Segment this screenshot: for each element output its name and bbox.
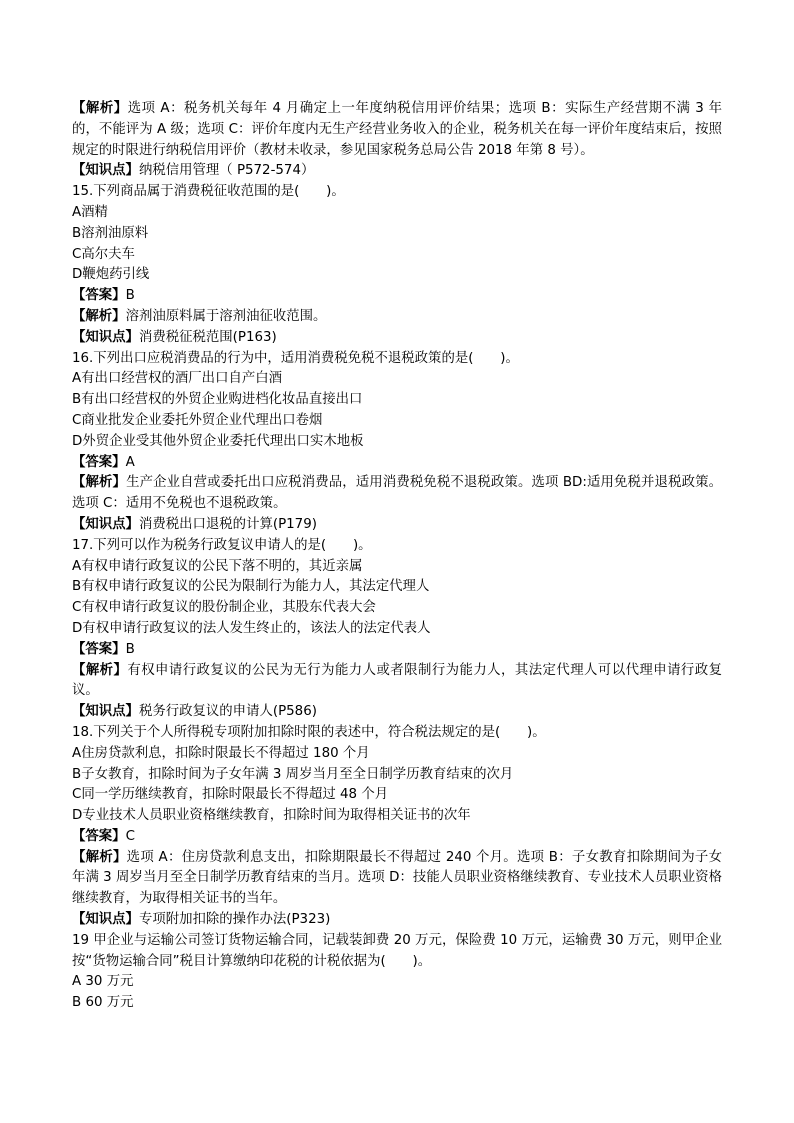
line-text: B 60 万元 [72,995,134,1011]
text-line [72,993,722,1014]
text-line [72,245,722,266]
line-text: 税务行政复议的申请人(P586) [138,704,317,720]
section-tag: 【解析】 [72,308,126,324]
section-tag: 【答案】 [72,454,126,470]
text-paragraph [72,848,722,910]
line-text: C商业批发企业委托外贸企业代理出口卷烟 [72,412,323,428]
text-line [72,411,722,432]
line-text: 17.下列可以作为税务行政复议申请人的是( )。 [72,537,372,553]
text-paragraph [72,931,722,973]
line-text: 溶剂油原料属于溶剂油征收范围。 [125,308,327,324]
text-line [72,224,722,245]
line-text: D有权申请行政复议的法人发生终止的，该法人的法定代表人 [72,620,431,636]
text-line [72,369,722,390]
section-tag: 【知识点】 [72,163,139,179]
section-tag: 【解析】 [72,662,128,678]
text-paragraph [72,661,722,703]
section-tag: 【知识点】 [72,516,139,532]
text-line [72,744,722,765]
text-line [72,432,722,453]
line-text: C高尔夫车 [72,246,135,262]
text-line [72,723,722,744]
text-line [72,203,722,224]
text-line [72,536,722,557]
text-line [72,702,722,723]
section-tag: 【知识点】 [72,912,139,928]
text-line [72,972,722,993]
line-text: A有出口经营权的酒厂出口自产白酒 [72,371,283,387]
text-line [72,577,722,598]
section-tag: 【解析】 [72,475,127,491]
text-line [72,598,722,619]
text-line [72,557,722,578]
line-text: D专业技术人员职业资格继续教育，扣除时间为取得相关证书的次年 [72,808,471,824]
line-text: B子女教育，扣除时间为子女年满 3 周岁当月至全日制学历教育结束的次月 [72,766,514,782]
text-paragraph [72,473,722,515]
section-tag: 【答案】 [72,828,126,844]
text-line [72,161,722,182]
text-line [72,390,722,411]
text-line [72,453,722,474]
line-text: C同一学历继续教育，扣除时限最长不得超过 48 个月 [72,787,389,803]
text-line [72,785,722,806]
line-text: A 30 万元 [72,974,134,990]
line-text: C有权申请行政复议的股份制企业，其股东代表大会 [72,600,376,616]
line-text: 选项 A：住房贷款利息支出，扣除期限最长不得超过 240 个月。选项 B：子女教育扣除期间为子女年满 3 周岁当月至全日制学历教育结束的当月。选项 D：技能人员职业资格继续教育、专业技术人员职业资格继续教育，为取得相关证书的当年。 [72,849,722,907]
line-text: 18.下列关于个人所得税专项附加扣除时限的表述中，符合税法规定的是( )。 [72,724,546,740]
text-line [72,640,722,661]
text-paragraph [72,99,722,161]
line-text: 15.下列商品属于消费税征收范围的是( )。 [72,184,345,200]
line-text: 消费税出口退税的计算(P179) [138,516,317,532]
line-text: A有权申请行政复议的公民下落不明的，其近亲属 [72,558,363,574]
line-text: D鞭炮药引线 [72,267,150,283]
line-text: A [125,454,135,470]
line-text: 16.下列出口应税消费品的行为中，适用消费税免税不退税政策的是( )。 [72,350,519,366]
text-line [72,328,722,349]
line-text: 选项 A：税务机关每年 4 月确定上一年度纳税信用评价结果；选项 B：实际生产经营期不满 3 年的，不能评为 A 级；选项 C：评价年度内无生产经营业务收入的企业，税务机关在每一评价年度结束后，按照规定的时限进行纳税信用评价（教材未收录，参见国家税务总局公告 2018 年第 8 号）。 [72,101,722,158]
text-line [72,827,722,848]
line-text: 纳税信用管理（ P572-574） [138,163,315,179]
text-line [72,307,722,328]
line-text: A住房贷款利息，扣除时限最长不得超过 180 个月 [72,745,370,761]
line-text: D外贸企业受其他外贸企业委托代理出口实木地板 [72,433,364,449]
text-line [72,910,722,931]
line-text: 专项附加扣除的操作办法(P323) [138,912,331,928]
text-line [72,806,722,827]
document-page [72,99,722,1014]
line-text: B溶剂油原料 [72,225,149,241]
text-line [72,515,722,536]
text-line [72,182,722,203]
line-text: A酒精 [72,204,108,220]
line-text: 19 甲企业与运输公司签订货物运输合同，记载装卸费 20 万元，保险费 10 万元，运输费 30 万元，则甲企业按“货物运输合同”税目计算缴纳印花税的计税依据为( )。 [72,932,722,969]
text-line [72,286,722,307]
text-line [72,619,722,640]
section-tag: 【知识点】 [72,704,139,720]
text-line [72,265,722,286]
line-text: C [125,828,135,844]
text-line [72,349,722,370]
line-text: B [125,641,135,657]
line-text: 生产企业自营或委托出口应税消费品，适用消费税免税不退税政策。选项 BD:适用免税并退税政策。选项 C：适用不免税也不退税政策。 [72,475,723,512]
section-tag: 【答案】 [72,288,126,304]
section-tag: 【解析】 [72,849,127,865]
line-text: B有出口经营权的外贸企业购进档化妆品直接出口 [72,392,363,408]
line-text: 消费税征税范围(P163) [138,329,277,345]
section-tag: 【答案】 [72,641,126,657]
line-text: B [125,288,135,304]
line-text: B有权申请行政复议的公民为限制行为能力人，其法定代理人 [72,579,430,595]
section-tag: 【知识点】 [72,329,139,345]
text-line [72,765,722,786]
section-tag: 【解析】 [72,101,128,116]
line-text: 有权申请行政复议的公民为无行为能力人或者限制行为能力人，其法定代理人可以代理申请行政复议。 [72,662,722,699]
